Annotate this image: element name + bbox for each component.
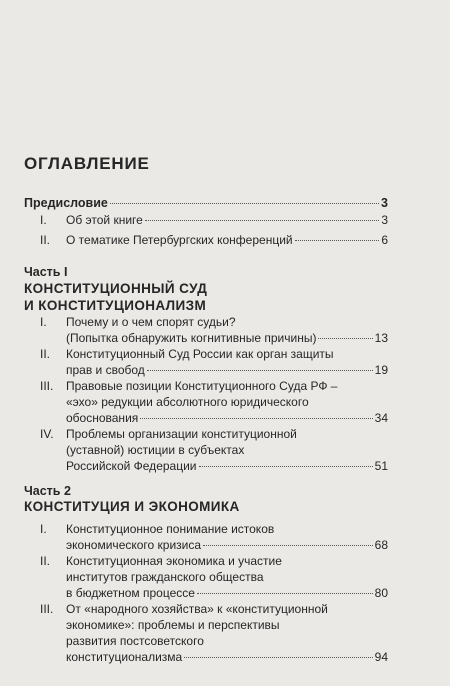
entry-line xyxy=(66,314,388,330)
entry-number: III. xyxy=(40,602,54,616)
entry-line xyxy=(66,458,388,474)
entry-text: Российской Федерации xyxy=(66,459,197,473)
dot-leader xyxy=(199,466,373,467)
toc-entry[interactable] xyxy=(40,346,388,378)
entry-body xyxy=(66,212,388,228)
dot-leader xyxy=(184,657,372,658)
entry-number: II. xyxy=(40,233,51,247)
entry-page-number: 3 xyxy=(381,213,388,227)
entry-page-number: 51 xyxy=(374,459,388,473)
entry-text: Об этой книге xyxy=(66,213,143,227)
entry-line xyxy=(66,649,388,665)
entry-line xyxy=(66,232,388,248)
entry-text: обоснования xyxy=(66,411,139,425)
entry-text: прав и свобод xyxy=(66,363,145,377)
entry-text: в бюджетном процессе xyxy=(66,586,195,600)
toc-entry[interactable] xyxy=(40,232,388,248)
entry-text: Конституционная экономика и участие xyxy=(66,554,282,568)
toc-entry[interactable] xyxy=(40,553,388,601)
entry-text: (Попытка обнаружить когнитивные причины) xyxy=(66,331,317,345)
entry-number: II. xyxy=(40,554,51,568)
entry-line xyxy=(66,212,388,228)
entry-text: Проблемы организации конституционной xyxy=(66,427,297,441)
dot-leader xyxy=(140,418,372,419)
entry-text: Почему и о чем спорят судьи? xyxy=(66,315,236,329)
entry-line xyxy=(66,633,388,649)
part2-label: Часть 2 xyxy=(24,484,71,498)
entry-page-number: 6 xyxy=(381,233,388,247)
entry-text: развития постсоветского xyxy=(66,634,204,648)
entry-page-number: 80 xyxy=(374,586,388,600)
entry-number: II. xyxy=(40,347,51,361)
entry-number: I. xyxy=(40,522,47,536)
entry-body xyxy=(66,346,388,378)
entry-page-number: 94 xyxy=(374,650,388,664)
dot-leader xyxy=(203,545,373,546)
entry-body xyxy=(66,553,388,601)
entry-line xyxy=(66,394,388,410)
entry-text: «эхо» редукции абсолютного юридического xyxy=(66,395,309,409)
entry-text: От «народного хозяйства» к «конституционной xyxy=(66,602,328,616)
entry-text: Конституционный Суд России как орган защиты xyxy=(66,347,334,361)
preface-page: 3 xyxy=(381,196,388,210)
entry-line xyxy=(66,346,388,362)
entry-text: О тематике Петербургских конференций xyxy=(66,233,293,247)
entry-line xyxy=(66,585,388,601)
dot-leader xyxy=(145,220,379,221)
entry-line xyxy=(66,569,388,585)
entry-body xyxy=(66,601,388,665)
entry-page-number: 68 xyxy=(374,538,388,552)
entry-line xyxy=(66,426,388,442)
entry-page-number: 34 xyxy=(374,411,388,425)
entry-line xyxy=(66,617,388,633)
part1-title xyxy=(24,280,207,314)
toc-title: ОГЛАВЛЕНИЕ xyxy=(24,154,150,173)
dot-leader xyxy=(147,370,373,371)
part1-title-line: И КОНСТИТУЦИОНАЛИЗМ xyxy=(24,298,207,313)
entry-body xyxy=(66,521,388,553)
preface-label: Предисловие xyxy=(24,196,108,210)
entry-line xyxy=(66,601,388,617)
toc-entry[interactable] xyxy=(40,426,388,474)
part2-title-line: КОНСТИТУЦИЯ И ЭКОНОМИКА xyxy=(24,499,240,514)
part2-title xyxy=(24,498,240,515)
entry-body xyxy=(66,426,388,474)
part1-label: Часть I xyxy=(24,265,68,279)
entry-page-number: 13 xyxy=(374,331,388,345)
dot-leader xyxy=(295,240,380,241)
entry-line xyxy=(66,410,388,426)
entry-text: конституционализма xyxy=(66,650,183,664)
entry-body xyxy=(66,314,388,346)
entry-text: экономического кризиса xyxy=(66,538,202,552)
dot-leader xyxy=(197,593,373,594)
entry-text: институтов гражданского общества xyxy=(66,570,264,584)
entry-body xyxy=(66,378,388,426)
entry-line xyxy=(66,362,388,378)
entry-page-number: 19 xyxy=(374,363,388,377)
entry-number: I. xyxy=(40,315,47,329)
part1-title-line: КОНСТИТУЦИОННЫЙ СУД xyxy=(24,281,208,296)
toc-entry[interactable] xyxy=(40,378,388,426)
entry-body xyxy=(66,232,388,248)
entry-line xyxy=(66,553,388,569)
entry-text: (уставной) юстиции в субъектах xyxy=(66,443,245,457)
entry-line xyxy=(66,330,388,346)
entry-number: IV. xyxy=(40,427,54,441)
entry-line xyxy=(66,521,388,537)
entry-number: I. xyxy=(40,213,47,227)
toc-entry[interactable] xyxy=(40,212,388,228)
toc-entry[interactable] xyxy=(40,521,388,553)
entry-number: III. xyxy=(40,379,54,393)
preface-entry[interactable] xyxy=(24,196,388,210)
entry-line xyxy=(66,537,388,553)
toc-entry[interactable] xyxy=(40,601,388,665)
entry-text: экономике»: проблемы и перспективы xyxy=(66,618,280,632)
entry-line xyxy=(66,442,388,458)
entry-line xyxy=(66,378,388,394)
toc-entry[interactable] xyxy=(40,314,388,346)
dot-leader xyxy=(110,203,379,204)
dot-leader xyxy=(318,338,372,339)
entry-text: Правовые позиции Конституционного Суда РФ – xyxy=(66,379,338,393)
entry-text: Конституционное понимание истоков xyxy=(66,522,275,536)
